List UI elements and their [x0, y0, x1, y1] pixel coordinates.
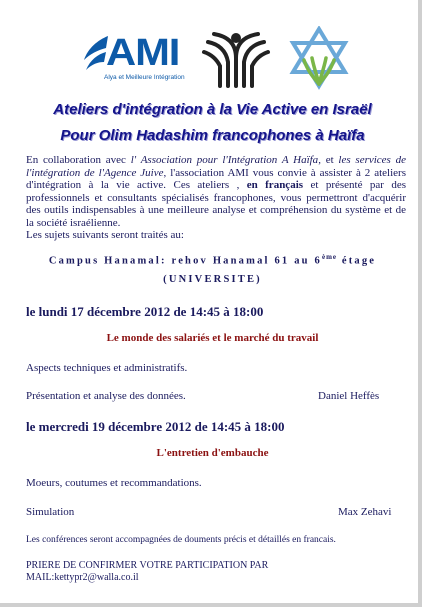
- ami-logo-tagline: Alya et Meilleure Intégration: [104, 74, 185, 81]
- intro-text: , l'association AMI vous convie à assister à 2 ateliers d'intégration à la vie active. Ces ateliers ,: [26, 166, 406, 191]
- intro-text: et présenté par des professionnels et consultants spécialisés francophones, vous permettront d'acquérir des outils indispensables à une meilleure analyse et compréhension du système et de la société israélienne.: [26, 179, 406, 229]
- session-1-topic: Le monde des salariés et le marché du travail: [106, 332, 319, 344]
- jewish-agency-logo-icon: [200, 28, 272, 90]
- session-1-item-2: Présentation et analyse des données.: [26, 390, 186, 402]
- logo-bar: [0, 26, 425, 94]
- session-1-item-1: Aspects techniques et administratifs.: [26, 362, 188, 374]
- intro-association: l' Association pour l'Intégration A Haïfa: [130, 154, 319, 166]
- session-2-item-2: Simulation: [26, 506, 75, 518]
- intro-text: En collaboration avec: [26, 154, 131, 166]
- star-of-david-logo-icon: [288, 26, 350, 92]
- page-title-line-1: Ateliers d'intégration à la Vie Active en Israël: [53, 101, 372, 118]
- campus-address: [0, 253, 425, 267]
- page-title-line-2: Pour Olim Hadashim francophones à Haïfa: [60, 127, 365, 144]
- session-1-date: le lundi 17 décembre 2012 de 14:45 à 18:00: [26, 304, 264, 319]
- intro-services: les services de l'intégration de l'Agence Juive: [26, 154, 406, 179]
- session-2-item-1: Moeurs, coutumes et recommandations.: [26, 477, 202, 489]
- ami-logo-letters: AMI: [106, 32, 180, 74]
- documents-note: Les conférences seront accompagnées de douments précis et détaillés en francais.: [26, 535, 336, 545]
- campus-floor-text: étage: [337, 255, 377, 267]
- intro-paragraph: [26, 154, 406, 242]
- confirmation-text: PRIERE DE CONFIRMER VOTRE PARTICIPATION PAR: [26, 560, 269, 571]
- campus-university: (UNIVERSITE): [163, 274, 262, 285]
- session-1-speaker: Daniel Heffès: [318, 390, 380, 402]
- session-2-speaker: Max Zehavi: [338, 506, 392, 518]
- intro-text: , et: [318, 154, 339, 166]
- session-2-date: le mercredi 19 décembre 2012 de 14:45 à 18:00: [26, 419, 285, 434]
- session-2-topic: L'entretien d'embauche: [156, 447, 269, 459]
- campus-address-text: Campus Hanamal: rehov Hanamal 61 au 6: [48, 255, 322, 267]
- confirmation-block: [26, 560, 268, 584]
- confirmation-email: MAIL:kettypr2@walla.co.il: [26, 572, 139, 583]
- intro-subjects: Les sujets suivants seront traités au:: [26, 229, 184, 241]
- ami-logo: [80, 26, 190, 86]
- campus-floor-suffix: ème: [321, 253, 338, 261]
- intro-language: en français: [246, 179, 304, 191]
